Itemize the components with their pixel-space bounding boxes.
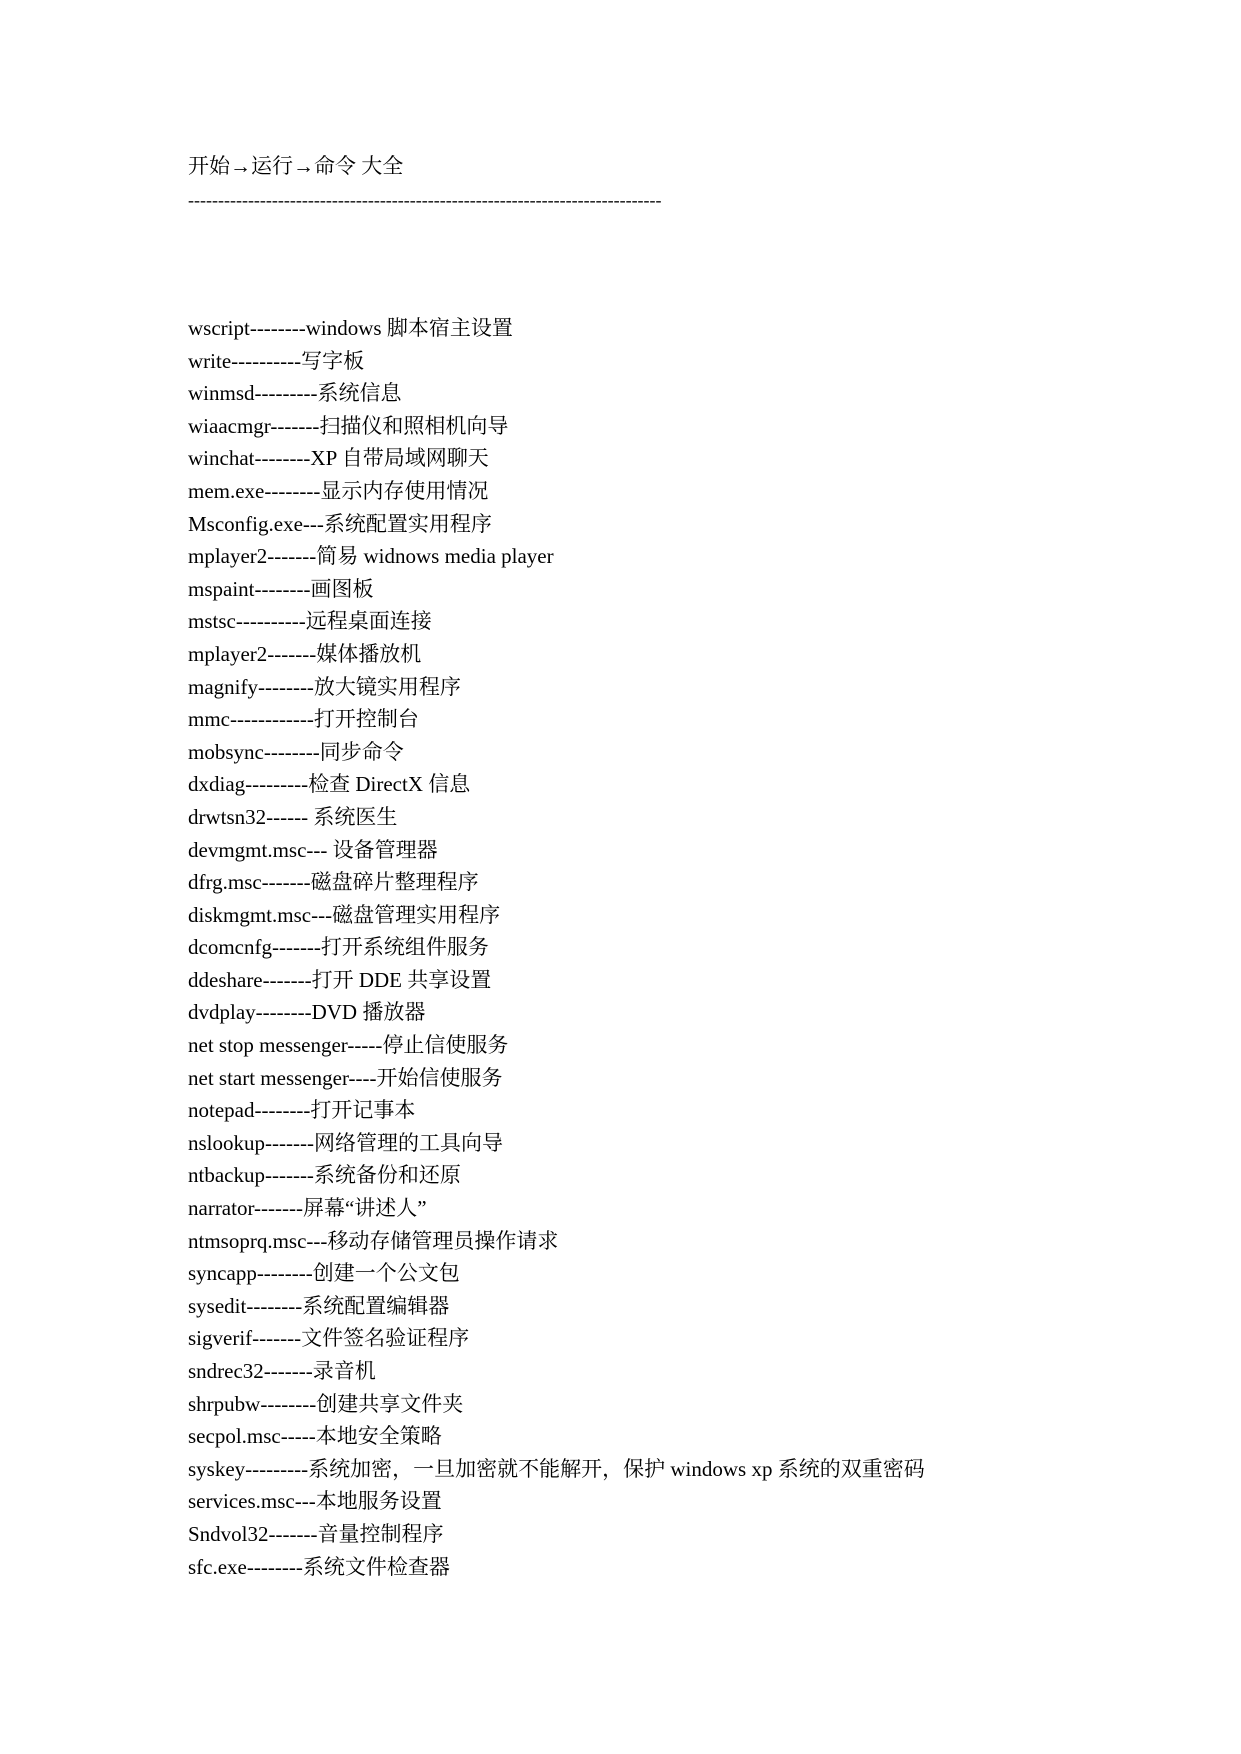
command-list: [188, 312, 925, 1583]
command-line: diskmgmt.msc---磁盘管理实用程序: [188, 902, 501, 927]
command-line: ddeshare-------打开 DDE 共享设置: [188, 967, 492, 992]
command-line: dxdiag---------检查 DirectX 信息: [188, 772, 471, 797]
command-line: wscript--------windows 脚本宿主设置: [188, 316, 513, 340]
command-line: shrpubw--------创建共享文件夹: [188, 1391, 464, 1416]
separator-line: -------------------------------------------------------------------------------: [188, 190, 662, 210]
command-line: winmsd---------系统信息: [188, 381, 402, 406]
command-line: net start messenger----开始信使服务: [188, 1065, 503, 1090]
command-line: mobsync--------同步命令: [188, 739, 404, 764]
command-line: drwtsn32------ 系统医生: [188, 804, 398, 829]
command-line: Sndvol32-------音量控制程序: [188, 1521, 444, 1546]
command-line: dfrg.msc-------磁盘碎片整理程序: [188, 870, 479, 895]
command-line: ntbackup-------系统备份和还原: [188, 1163, 461, 1188]
command-line: mplayer2-------媒体播放机: [188, 641, 422, 666]
command-line: nslookup-------网络管理的工具向导: [188, 1130, 503, 1155]
command-line: sfc.exe--------系统文件检查器: [188, 1554, 450, 1579]
command-line: write----------写字板: [188, 348, 365, 373]
command-line: secpol.msc-----本地安全策略: [188, 1424, 442, 1449]
command-line: ntmsoprq.msc---移动存储管理员操作请求: [188, 1228, 559, 1253]
command-line: mem.exe--------显示内存使用情况: [188, 478, 489, 503]
command-line: wiaacmgr-------扫描仪和照相机向导: [188, 413, 509, 438]
command-line: magnify--------放大镜实用程序: [188, 674, 461, 699]
command-line: syncapp--------创建一个公文包: [188, 1261, 460, 1286]
command-line: narrator-------屏幕“讲述人”: [188, 1196, 427, 1221]
command-line: mplayer2-------简易 widnows media player: [188, 544, 554, 569]
command-line: dvdplay--------DVD 播放器: [188, 1000, 426, 1025]
command-line: winchat--------XP 自带局域网聊天: [188, 446, 489, 471]
command-line: devmgmt.msc--- 设备管理器: [188, 837, 438, 862]
command-line: mmc------------打开控制台: [188, 707, 419, 732]
command-line: Msconfig.exe---系统配置实用程序: [188, 511, 492, 536]
command-line: syskey---------系统加密，一旦加密就不能解开，保护 windows xp 系统的双重密码: [188, 1456, 925, 1481]
document-title: 开始→运行→命令 大全: [188, 154, 404, 178]
command-line: mspaint--------画图板: [188, 576, 374, 601]
command-line: mstsc----------远程桌面连接: [188, 609, 432, 634]
command-line: sndrec32-------录音机: [188, 1359, 376, 1383]
command-line: net stop messenger-----停止信使服务: [188, 1033, 509, 1058]
command-line: notepad--------打开记事本: [188, 1098, 416, 1123]
command-line: sigverif-------文件签名验证程序: [188, 1326, 470, 1351]
command-line: services.msc---本地服务设置: [188, 1489, 442, 1514]
command-line: dcomcnfg-------打开系统组件服务: [188, 935, 489, 960]
command-line: sysedit--------系统配置编辑器: [188, 1293, 450, 1318]
